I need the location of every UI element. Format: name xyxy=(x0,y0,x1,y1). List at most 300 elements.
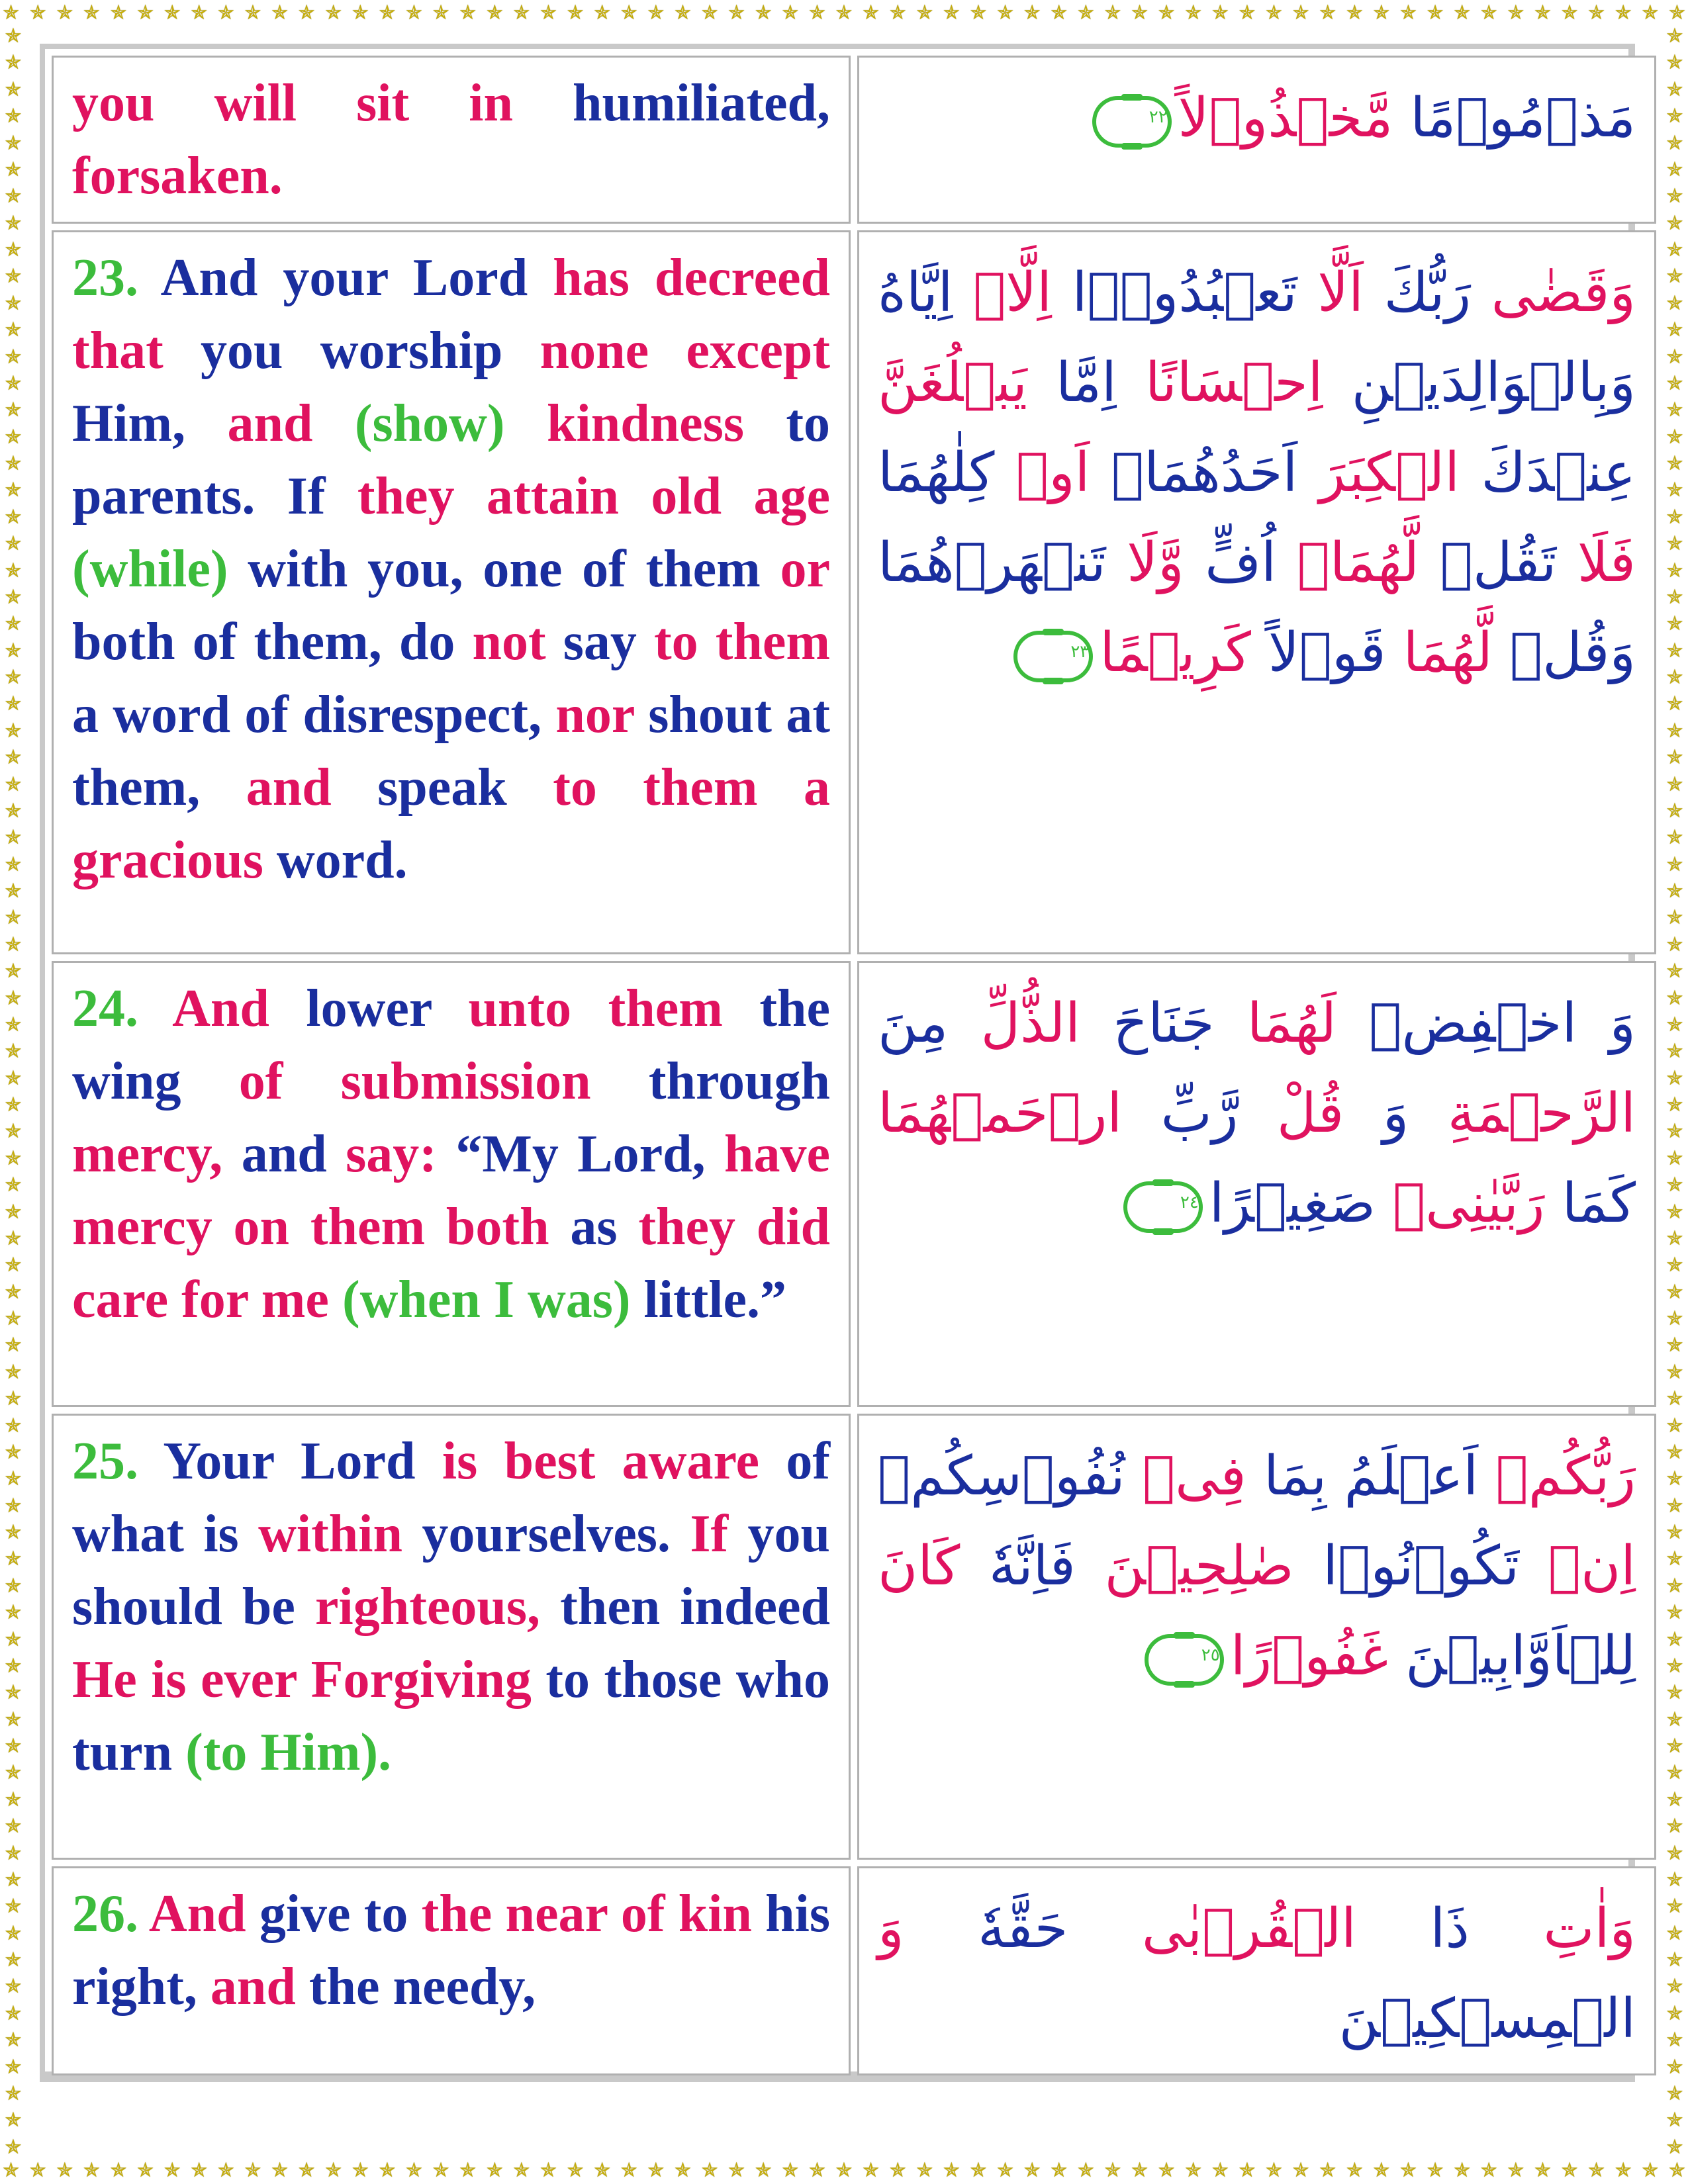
star-icon: ✯ xyxy=(1666,1574,1683,1598)
star-icon: ✯ xyxy=(1666,1146,1683,1170)
translation-segment: say xyxy=(563,613,654,671)
translation-segment: humiliated, xyxy=(573,74,830,132)
translation-segment: mercy, xyxy=(72,1125,242,1183)
arabic-word: الۡمِسۡكِيۡنَ xyxy=(1338,1987,1636,2050)
arabic-word: وَ xyxy=(1344,1082,1409,1145)
star-icon: ✯ xyxy=(352,2159,369,2182)
star-icon: ✯ xyxy=(5,1414,22,1437)
star-icon: ✯ xyxy=(56,2159,73,2182)
arabic-word: وَّلَا xyxy=(1105,531,1184,594)
star-icon: ✯ xyxy=(1666,1066,1683,1090)
star-icon: ✯ xyxy=(244,2159,261,2182)
translation-segment: of submission xyxy=(238,1052,649,1111)
star-icon: ✯ xyxy=(1666,185,1683,208)
star-icon: ✯ xyxy=(1561,1,1578,24)
translation-segment: 24. xyxy=(72,979,173,1038)
star-icon: ✯ xyxy=(1158,1,1175,24)
star-icon: ✯ xyxy=(1399,1,1417,24)
arabic-word: ارۡحَمۡهُمَا xyxy=(878,1082,1123,1145)
verse-end-marker-icon xyxy=(1145,1634,1224,1686)
star-icon: ✯ xyxy=(1666,1494,1683,1518)
arabic-verse-cell xyxy=(857,56,1656,224)
star-icon: ✯ xyxy=(1666,77,1683,101)
star-icon: ✯ xyxy=(325,1,342,24)
star-icon: ✯ xyxy=(1666,1654,1683,1678)
star-icon: ✯ xyxy=(5,1521,22,1544)
star-icon: ✯ xyxy=(1666,265,1683,289)
star-icon: ✯ xyxy=(5,2081,22,2105)
star-icon: ✯ xyxy=(647,2159,665,2182)
star-icon: ✯ xyxy=(1666,1921,1683,1945)
star-icon: ✯ xyxy=(5,906,22,930)
translation-segment: Your Lord xyxy=(163,1432,442,1490)
translation-segment: 26. xyxy=(72,1885,149,1943)
star-icon: ✯ xyxy=(5,933,22,956)
star-icon: ✯ xyxy=(1666,532,1683,556)
star-icon: ✯ xyxy=(5,880,22,903)
star-icon: ✯ xyxy=(486,2159,503,2182)
star-icon: ✯ xyxy=(1666,1467,1683,1491)
star-icon: ✯ xyxy=(5,318,22,342)
arabic-word: اِلَّاۤ xyxy=(953,261,1052,324)
arabic-word: مِنَ xyxy=(878,992,949,1055)
star-icon: ✯ xyxy=(1666,131,1683,155)
arabic-word: رَّبِّ xyxy=(1122,1082,1239,1145)
star-icon: ✯ xyxy=(5,105,22,128)
translation-segment: 25. xyxy=(72,1432,164,1490)
arabic-word: رَبُّكَ xyxy=(1363,261,1472,324)
star-icon: ✯ xyxy=(5,238,22,261)
page-frame xyxy=(40,44,1635,2082)
arabic-word: قَوۡلاً xyxy=(1250,621,1386,684)
translation-segment: unto them xyxy=(468,979,760,1038)
star-icon: ✯ xyxy=(5,345,22,369)
star-icon: ✯ xyxy=(110,2159,127,2182)
star-icon: ✯ xyxy=(1666,1735,1683,1758)
arabic-word: بِمَا xyxy=(1246,1445,1327,1508)
star-icon: ✯ xyxy=(1265,1,1283,24)
star-icon: ✯ xyxy=(1561,2159,1578,2182)
arabic-word: فَلَا xyxy=(1556,531,1636,594)
star-icon: ✯ xyxy=(5,1574,22,1598)
star-icon: ✯ xyxy=(620,2159,637,2182)
star-icon: ✯ xyxy=(1104,1,1121,24)
star-icon: ✯ xyxy=(701,2159,718,2182)
star-icon: ✯ xyxy=(567,1,584,24)
star-icon: ✯ xyxy=(1666,559,1683,582)
star-icon: ✯ xyxy=(970,1,987,24)
star-icon: ✯ xyxy=(271,1,289,24)
arabic-word: لِلۡاَوَّابِيۡنَ xyxy=(1388,1625,1636,1688)
star-icon: ✯ xyxy=(5,2109,22,2132)
star-icon: ✯ xyxy=(1373,1,1390,24)
star-icon: ✯ xyxy=(1668,2159,1685,2182)
star-icon: ✯ xyxy=(1292,2159,1309,2182)
star-icon: ✯ xyxy=(1666,1387,1683,1411)
star-icon: ✯ xyxy=(1666,933,1683,956)
star-icon: ✯ xyxy=(5,1601,22,1625)
star-icon: ✯ xyxy=(1666,1547,1683,1571)
star-icon: ✯ xyxy=(1666,772,1683,796)
star-icon: ✯ xyxy=(1666,612,1683,636)
translation-segment: with you, one of them xyxy=(248,540,780,598)
star-icon: ✯ xyxy=(1319,1,1336,24)
arabic-word: تَعۡبُدُوۡۤا xyxy=(1051,261,1297,324)
star-icon: ✯ xyxy=(808,2159,825,2182)
arabic-word: الذُّلِّ xyxy=(948,992,1080,1055)
english-translation-cell xyxy=(52,961,851,1407)
star-icon: ✯ xyxy=(5,960,22,983)
arabic-word: مَذۡمُوۡمًا xyxy=(1393,87,1636,150)
star-icon: ✯ xyxy=(271,2159,289,2182)
star-icon: ✯ xyxy=(298,2159,315,2182)
arabic-verse-text xyxy=(878,67,1636,163)
star-icon: ✯ xyxy=(1023,2159,1041,2182)
star-icon: ✯ xyxy=(1666,799,1683,823)
translation-segment: (to Him). xyxy=(185,1723,392,1782)
star-icon: ✯ xyxy=(1666,505,1683,529)
arabic-verse-text xyxy=(878,1878,1636,2064)
translation-segment: to parents. If xyxy=(72,394,830,525)
star-icon: ✯ xyxy=(782,2159,799,2182)
star-icon: ✯ xyxy=(808,1,825,24)
star-icon: ✯ xyxy=(5,1360,22,1384)
star-icon: ✯ xyxy=(1454,2159,1471,2182)
english-translation-text xyxy=(72,972,830,1336)
star-icon: ✯ xyxy=(1666,1841,1683,1865)
star-icon: ✯ xyxy=(1666,371,1683,395)
star-icon: ✯ xyxy=(1666,2081,1683,2105)
english-translation-cell xyxy=(52,1414,851,1860)
star-icon: ✯ xyxy=(5,1868,22,1891)
arabic-word: لَّهُمَاۤ xyxy=(1276,531,1420,594)
star-icon: ✯ xyxy=(1666,238,1683,261)
arabic-word: الۡقُرۡبٰى xyxy=(1068,1897,1356,1960)
star-icon: ✯ xyxy=(1666,1226,1683,1250)
translation-segment: you worship xyxy=(201,322,540,380)
star-icon: ✯ xyxy=(1666,1761,1683,1785)
star-icon: ✯ xyxy=(5,772,22,796)
star-icon: ✯ xyxy=(835,2159,853,2182)
star-icon: ✯ xyxy=(5,826,22,850)
star-icon: ✯ xyxy=(136,2159,154,2182)
star-icon: ✯ xyxy=(1666,2109,1683,2132)
star-icon: ✯ xyxy=(5,185,22,208)
star-icon: ✯ xyxy=(1666,1414,1683,1437)
arabic-word: كِلٰهُمَا xyxy=(878,441,995,504)
translation-segment: to them a gracious xyxy=(72,758,830,889)
left-star-border xyxy=(0,26,26,2158)
translation-segment: has decreed that xyxy=(72,249,831,380)
star-icon: ✯ xyxy=(1666,1815,1683,1839)
star-icon: ✯ xyxy=(1480,2159,1497,2182)
verse-number: ٢٣ xyxy=(1070,641,1090,662)
translation-segment: little.” xyxy=(643,1271,786,1329)
arabic-word: وَبِالۡوَالِدَيۡنِ xyxy=(1323,351,1636,414)
star-icon: ✯ xyxy=(1666,1627,1683,1651)
translation-segment: have mercy on them both xyxy=(72,1125,830,1256)
star-icon: ✯ xyxy=(1346,2159,1363,2182)
arabic-word: مَّخۡذُوۡلاً xyxy=(1178,87,1393,150)
star-icon: ✯ xyxy=(1615,1,1632,24)
translation-segment: his right, xyxy=(72,1885,831,2016)
star-icon: ✯ xyxy=(5,2055,22,2079)
translation-segment: (show) xyxy=(354,394,547,453)
arabic-word: وَ اخۡفِضۡ xyxy=(1336,992,1636,1055)
star-icon: ✯ xyxy=(459,2159,477,2182)
star-icon: ✯ xyxy=(5,746,22,770)
star-icon: ✯ xyxy=(1051,1,1068,24)
translation-segment: not xyxy=(472,613,563,671)
translation-segment: and xyxy=(241,1125,346,1183)
star-icon: ✯ xyxy=(5,1735,22,1758)
star-icon: ✯ xyxy=(1588,2159,1605,2182)
star-icon: ✯ xyxy=(5,1280,22,1304)
star-icon: ✯ xyxy=(1666,1253,1683,1277)
star-icon: ✯ xyxy=(5,1146,22,1170)
star-icon: ✯ xyxy=(3,2159,20,2182)
star-icon: ✯ xyxy=(1211,2159,1229,2182)
translation-segment: nor xyxy=(555,686,649,744)
star-icon: ✯ xyxy=(594,2159,611,2182)
star-icon: ✯ xyxy=(1615,2159,1632,2182)
star-icon: ✯ xyxy=(1534,1,1551,24)
translation-segment: the wing xyxy=(72,979,830,1111)
star-icon: ✯ xyxy=(1666,1948,1683,1972)
star-icon: ✯ xyxy=(620,1,637,24)
translation-segment: word. xyxy=(276,831,408,889)
star-icon: ✯ xyxy=(5,2135,22,2159)
star-icon: ✯ xyxy=(1642,2159,1659,2182)
star-icon: ✯ xyxy=(701,1,718,24)
star-icon: ✯ xyxy=(5,1440,22,1464)
star-icon: ✯ xyxy=(5,131,22,155)
star-icon: ✯ xyxy=(1666,1280,1683,1304)
star-icon: ✯ xyxy=(539,1,557,24)
verse-end-marker-icon xyxy=(1092,96,1172,148)
star-icon: ✯ xyxy=(136,1,154,24)
arabic-word: عِنۡدَكَ xyxy=(1460,441,1636,504)
star-icon: ✯ xyxy=(5,1788,22,1811)
star-icon: ✯ xyxy=(1666,1173,1683,1197)
star-icon: ✯ xyxy=(405,1,423,24)
star-icon: ✯ xyxy=(5,1226,22,1250)
star-icon: ✯ xyxy=(5,692,22,716)
star-icon: ✯ xyxy=(1666,478,1683,502)
star-icon: ✯ xyxy=(1666,1120,1683,1144)
translation-segment: give to xyxy=(259,1885,422,1943)
star-icon: ✯ xyxy=(1666,639,1683,662)
star-icon: ✯ xyxy=(943,2159,960,2182)
translation-segment: of what is xyxy=(72,1432,830,1563)
star-icon: ✯ xyxy=(191,2159,208,2182)
star-icon: ✯ xyxy=(889,2159,906,2182)
arabic-word: اِنۡ xyxy=(1519,1535,1636,1598)
star-icon: ✯ xyxy=(782,1,799,24)
star-icon: ✯ xyxy=(1507,1,1524,24)
star-icon: ✯ xyxy=(1239,1,1256,24)
star-icon: ✯ xyxy=(1588,1,1605,24)
star-icon: ✯ xyxy=(1454,1,1471,24)
star-icon: ✯ xyxy=(83,1,100,24)
star-icon: ✯ xyxy=(486,1,503,24)
verse-table xyxy=(45,49,1663,2082)
star-icon: ✯ xyxy=(539,2159,557,2182)
star-icon: ✯ xyxy=(513,1,530,24)
star-icon: ✯ xyxy=(5,1815,22,1839)
star-icon: ✯ xyxy=(1023,1,1041,24)
arabic-word: ذَا xyxy=(1356,1897,1470,1960)
star-icon: ✯ xyxy=(1534,2159,1551,2182)
arabic-verse-cell xyxy=(857,961,1656,1407)
star-icon: ✯ xyxy=(863,2159,880,2182)
top-star-border xyxy=(0,0,1688,26)
star-icon: ✯ xyxy=(244,1,261,24)
star-icon: ✯ xyxy=(1185,2159,1202,2182)
star-icon: ✯ xyxy=(5,1013,22,1036)
arabic-word: اُفٍّ xyxy=(1184,531,1277,594)
arabic-word: وَاٰتِ xyxy=(1469,1897,1636,1960)
arabic-word: صٰلِحِيۡنَ xyxy=(1075,1535,1294,1598)
star-icon: ✯ xyxy=(5,398,22,422)
star-icon: ✯ xyxy=(1666,1975,1683,1999)
star-icon: ✯ xyxy=(1666,345,1683,369)
arabic-word: نُفُوۡسِكُمۡ xyxy=(878,1445,1125,1508)
star-icon: ✯ xyxy=(5,1841,22,1865)
translation-segment: or xyxy=(780,540,830,598)
star-icon: ✯ xyxy=(1666,852,1683,876)
star-icon: ✯ xyxy=(5,1921,22,1945)
star-icon: ✯ xyxy=(1666,719,1683,743)
star-icon: ✯ xyxy=(1265,2159,1283,2182)
translation-segment: and xyxy=(246,758,378,817)
star-icon: ✯ xyxy=(5,559,22,582)
star-icon: ✯ xyxy=(5,1200,22,1224)
translation-segment: is best aware xyxy=(442,1432,786,1490)
verse-number: ٢٥ xyxy=(1201,1645,1220,1665)
arabic-word: وَقُلۡ xyxy=(1492,621,1636,684)
star-icon: ✯ xyxy=(943,1,960,24)
arabic-verse-text xyxy=(878,972,1636,1249)
star-icon: ✯ xyxy=(1666,1334,1683,1357)
star-icon: ✯ xyxy=(1666,906,1683,930)
english-translation-text xyxy=(72,1425,830,1789)
star-icon: ✯ xyxy=(728,1,745,24)
arabic-word: رَبُّكُمۡ xyxy=(1478,1445,1636,1508)
star-icon: ✯ xyxy=(5,585,22,609)
star-icon: ✯ xyxy=(5,1494,22,1518)
star-icon: ✯ xyxy=(1319,2159,1336,2182)
translation-segment: you should be xyxy=(72,1505,831,1636)
translation-segment: yourselves. xyxy=(422,1505,690,1563)
translation-segment: both of them, do xyxy=(72,613,473,671)
star-icon: ✯ xyxy=(1666,452,1683,475)
star-icon: ✯ xyxy=(5,1093,22,1116)
arabic-word: اَعۡلَمُ xyxy=(1327,1445,1479,1508)
star-icon: ✯ xyxy=(1158,2159,1175,2182)
arabic-word: اِحۡسَانًا xyxy=(1116,351,1323,414)
star-icon: ✯ xyxy=(5,1173,22,1197)
star-icon: ✯ xyxy=(1668,1,1685,24)
star-icon: ✯ xyxy=(674,2159,691,2182)
star-icon: ✯ xyxy=(1666,986,1683,1010)
star-icon: ✯ xyxy=(1373,2159,1390,2182)
translation-segment: say: xyxy=(346,1125,456,1183)
star-icon: ✯ xyxy=(1131,2159,1149,2182)
star-icon: ✯ xyxy=(5,719,22,743)
english-translation-text xyxy=(72,67,830,212)
star-icon: ✯ xyxy=(1051,2159,1068,2182)
star-icon: ✯ xyxy=(1292,1,1309,24)
star-icon: ✯ xyxy=(1666,1200,1683,1224)
verse-end-marker-icon xyxy=(1013,631,1093,682)
star-icon: ✯ xyxy=(110,1,127,24)
star-icon: ✯ xyxy=(5,478,22,502)
translation-segment: to them xyxy=(653,613,830,671)
arabic-word: رَبَّيٰنِىۡ xyxy=(1375,1172,1545,1235)
verse-row xyxy=(52,230,1656,954)
star-icon: ✯ xyxy=(1480,1,1497,24)
arabic-word: اَوۡ xyxy=(994,441,1090,504)
star-icon: ✯ xyxy=(1346,1,1363,24)
star-icon: ✯ xyxy=(1131,1,1149,24)
arabic-word: قُلْ xyxy=(1238,1082,1344,1145)
verse-end-marker-icon xyxy=(1123,1181,1203,1233)
star-icon: ✯ xyxy=(29,1,46,24)
star-icon: ✯ xyxy=(970,2159,987,2182)
star-icon: ✯ xyxy=(1666,318,1683,342)
star-icon: ✯ xyxy=(5,532,22,556)
star-icon: ✯ xyxy=(5,1895,22,1919)
star-icon: ✯ xyxy=(29,2159,46,2182)
star-icon: ✯ xyxy=(5,158,22,181)
star-icon: ✯ xyxy=(1642,1,1659,24)
star-icon: ✯ xyxy=(5,1975,22,1999)
translation-segment: and xyxy=(227,394,355,453)
star-icon: ✯ xyxy=(1104,2159,1121,2182)
arabic-word: غَفُوۡرًا xyxy=(1230,1625,1389,1688)
star-icon: ✯ xyxy=(916,2159,933,2182)
star-icon: ✯ xyxy=(379,1,396,24)
translation-segment: And xyxy=(172,979,306,1038)
star-icon: ✯ xyxy=(1666,960,1683,983)
arabic-verse-text xyxy=(878,242,1636,698)
arabic-word: لَهُمَا xyxy=(1214,992,1337,1055)
star-icon: ✯ xyxy=(1427,1,1444,24)
star-icon: ✯ xyxy=(5,852,22,876)
arabic-word: اَلَّا xyxy=(1297,261,1364,324)
star-icon: ✯ xyxy=(674,1,691,24)
star-icon: ✯ xyxy=(5,986,22,1010)
arabic-word: تَقُلۡ xyxy=(1419,531,1557,594)
star-icon: ✯ xyxy=(83,2159,100,2182)
star-icon: ✯ xyxy=(647,1,665,24)
english-translation-cell xyxy=(52,1866,851,2075)
star-icon: ✯ xyxy=(5,452,22,475)
arabic-word: اِيَّاهُ xyxy=(878,261,953,324)
arabic-word: كَمَا xyxy=(1544,1172,1636,1235)
star-icon: ✯ xyxy=(1666,585,1683,609)
star-icon: ✯ xyxy=(5,505,22,529)
english-translation-text xyxy=(72,1878,830,2023)
star-icon: ✯ xyxy=(916,1,933,24)
star-icon: ✯ xyxy=(835,1,853,24)
star-icon: ✯ xyxy=(5,2028,22,2052)
star-icon: ✯ xyxy=(1666,1521,1683,1544)
star-icon: ✯ xyxy=(1666,1093,1683,1116)
star-icon: ✯ xyxy=(1507,2159,1524,2182)
translation-segment: kindness xyxy=(546,394,786,453)
